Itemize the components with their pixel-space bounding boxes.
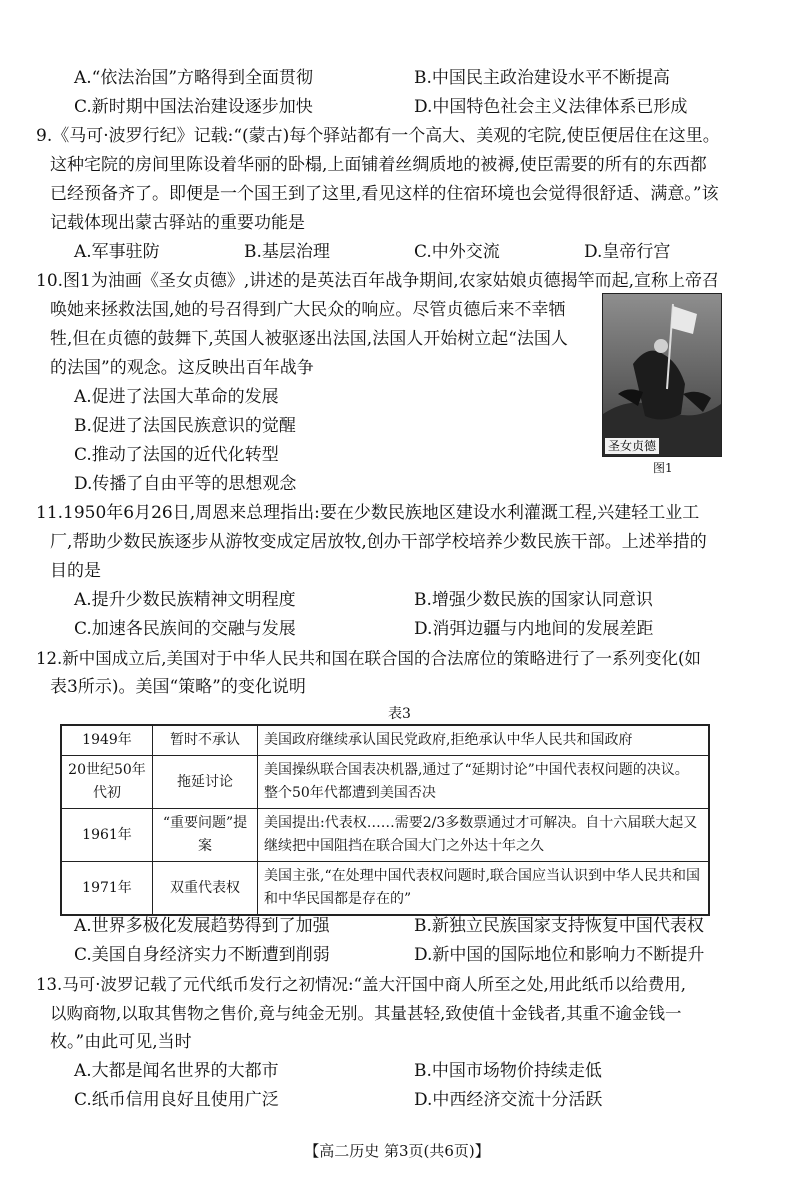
q8-option-b: B.中国民主政治建设水平不断提高	[414, 68, 670, 88]
q10-option-b: B.促进了法国民族意识的觉醒	[74, 416, 296, 436]
q11-stem-line2: 厂,帮助少数民族逐步从游牧变成定居放牧,创办干部学校培养少数民族干部。上述举措的	[50, 532, 707, 552]
figure-label: 图1	[653, 461, 673, 475]
q11-options-row2	[74, 615, 754, 644]
q9-stem-line4: 记载体现出蒙古驿站的重要功能是	[50, 213, 305, 233]
q9-stem-line3: 已经预备齐了。即便是一个国王到了这里,看见这样的住宿环境也会觉得很舒适、满意。”该	[50, 184, 719, 204]
q13-options-row2	[74, 1086, 754, 1115]
table-cell-year: 1949年	[61, 725, 153, 756]
q9-stem-line2: 这种宅院的房间里陈设着华丽的卧榻,上面铺着丝绸质地的被褥,使臣需要的所有的东西都	[50, 155, 707, 175]
table-row	[61, 725, 709, 756]
table-cell-strategy: 双重代表权	[153, 862, 258, 916]
table-cell-strategy: 暂时不承认	[153, 725, 258, 756]
strategy-table	[60, 724, 710, 916]
table-row	[61, 756, 709, 809]
table-cell-year: 1961年	[61, 809, 153, 862]
q11-stem-line3: 目的是	[50, 561, 101, 581]
q13-option-a: A.大都是闻名世界的大都市	[74, 1061, 279, 1081]
q12-option-b: B.新独立民族国家支持恢复中国代表权	[414, 916, 704, 936]
painting-caption: 圣女贞德	[605, 438, 659, 454]
q11-stem-line1: 11.1950年6月26日,周恩来总理指出:要在少数民族地区建设水利灌溉工程,兴建轻工业工	[36, 503, 700, 523]
q11-option-c: C.加速各民族间的交融与发展	[74, 619, 296, 639]
table-cell-strategy: “重要问题”提案	[153, 809, 258, 862]
q11-option-a: A.提升少数民族精神文明程度	[74, 590, 296, 610]
q9-option-a: A.军事驻防	[74, 242, 160, 262]
q12-options-row2	[74, 941, 754, 970]
table-title: 表3	[388, 706, 411, 722]
q9-option-d: D.皇帝行宫	[584, 242, 671, 262]
table-cell-description: 美国提出:代表权……需要2/3多数票通过才可解决。自十六届联大起又继续把中国阻挡在联合国大门之外达十年之久	[258, 809, 710, 862]
q10-option-a: A.促进了法国大革命的发展	[74, 387, 279, 407]
q12-stem-line1: 12.新中国成立后,美国对于中华人民共和国在联合国的合法席位的策略进行了一系列变化(如	[36, 649, 701, 668]
q10-option-d: D.传播了自由平等的思想观念	[74, 474, 297, 494]
q12-option-d: D.新中国的国际地位和影响力不断提升	[414, 945, 705, 965]
q10-stem-line4: 的法国”的观念。这反映出百年战争	[50, 358, 314, 378]
q10-stem-line1: 10.图1为油画《圣女贞德》,讲述的是英法百年战争期间,农家姑娘贞德揭竿而起,宣称上帝召	[36, 271, 720, 291]
table-row	[61, 862, 709, 916]
table-cell-strategy: 拖延讨论	[153, 756, 258, 809]
q13-options-row1	[74, 1057, 754, 1086]
painting-illustration	[603, 294, 721, 456]
table-row	[61, 809, 709, 862]
q9-options	[74, 238, 754, 267]
q12-option-c: C.美国自身经济实力不断遭到削弱	[74, 945, 330, 965]
q11-options-row1	[74, 586, 754, 615]
q13-option-b: B.中国市场物价持续走低	[414, 1061, 602, 1081]
q8-option-a: A.“依法治国”方略得到全面贯彻	[74, 68, 314, 88]
q13-stem-line1: 13.马可·波罗记载了元代纸币发行之初情况:“盖大汗国中商人所至之处,用此纸币以给费用,	[36, 975, 686, 994]
q12-options-row1	[74, 912, 754, 941]
table-cell-description: 美国政府继续承认国民党政府,拒绝承认中华人民共和国政府	[258, 725, 710, 756]
table-cell-description: 美国主张,“在处理中国代表权问题时,联合国应当认识到中华人民共和国和中华民国都是存在的”	[258, 862, 710, 916]
q13-option-c: C.纸币信用良好且使用广泛	[74, 1090, 279, 1110]
table-cell-year: 1971年	[61, 862, 153, 916]
table-cell-year: 20世纪50年代初	[61, 756, 153, 809]
q13-stem-line3: 枚。”由此可见,当时	[50, 1032, 192, 1052]
q12-stem-line2: 表3所示)。美国“策略”的变化说明	[50, 677, 306, 697]
q8-option-d: D.中国特色社会主义法律体系已形成	[414, 97, 688, 117]
joan-of-arc-painting	[602, 293, 722, 457]
q10-stem-line3: 牲,但在贞德的鼓舞下,英国人被驱逐出法国,法国人开始树立起“法国人	[50, 329, 568, 349]
q10-stem-line2: 唤她来拯救法国,她的号召得到广大民众的响应。尽管贞德后来不幸牺	[50, 300, 566, 320]
q9-option-b: B.基层治理	[244, 242, 330, 262]
q13-stem-line2: 以购商物,以取其售物之售价,竟与纯金无别。其量甚轻,致使值十金钱者,其重不逾金钱一	[50, 1004, 682, 1023]
q10-option-c: C.推动了法国的近代化转型	[74, 445, 279, 465]
q8-option-c: C.新时期中国法治建设逐步加快	[74, 97, 313, 117]
q8-options-row2	[74, 93, 754, 122]
q12-option-a: A.世界多极化发展趋势得到了加强	[74, 916, 330, 936]
q13-option-d: D.中西经济交流十分活跃	[414, 1090, 603, 1110]
q9-option-c: C.中外交流	[414, 242, 500, 262]
q11-option-d: D.消弭边疆与内地间的发展差距	[414, 619, 654, 639]
page-footer: 【高二历史 第3页(共6页)】	[304, 1142, 490, 1160]
q8-options-row1	[74, 64, 754, 93]
q9-stem-line1: 9.《马可·波罗行纪》记载:“(蒙古)每个驿站都有一个高大、美观的宅院,使臣便居住在这里。	[36, 126, 720, 146]
table-cell-description: 美国操纵联合国表决机器,通过了“延期讨论”中国代表权问题的决议。整个50年代都遭到美国否决	[258, 756, 710, 809]
q11-option-b: B.增强少数民族的国家认同意识	[414, 590, 653, 610]
